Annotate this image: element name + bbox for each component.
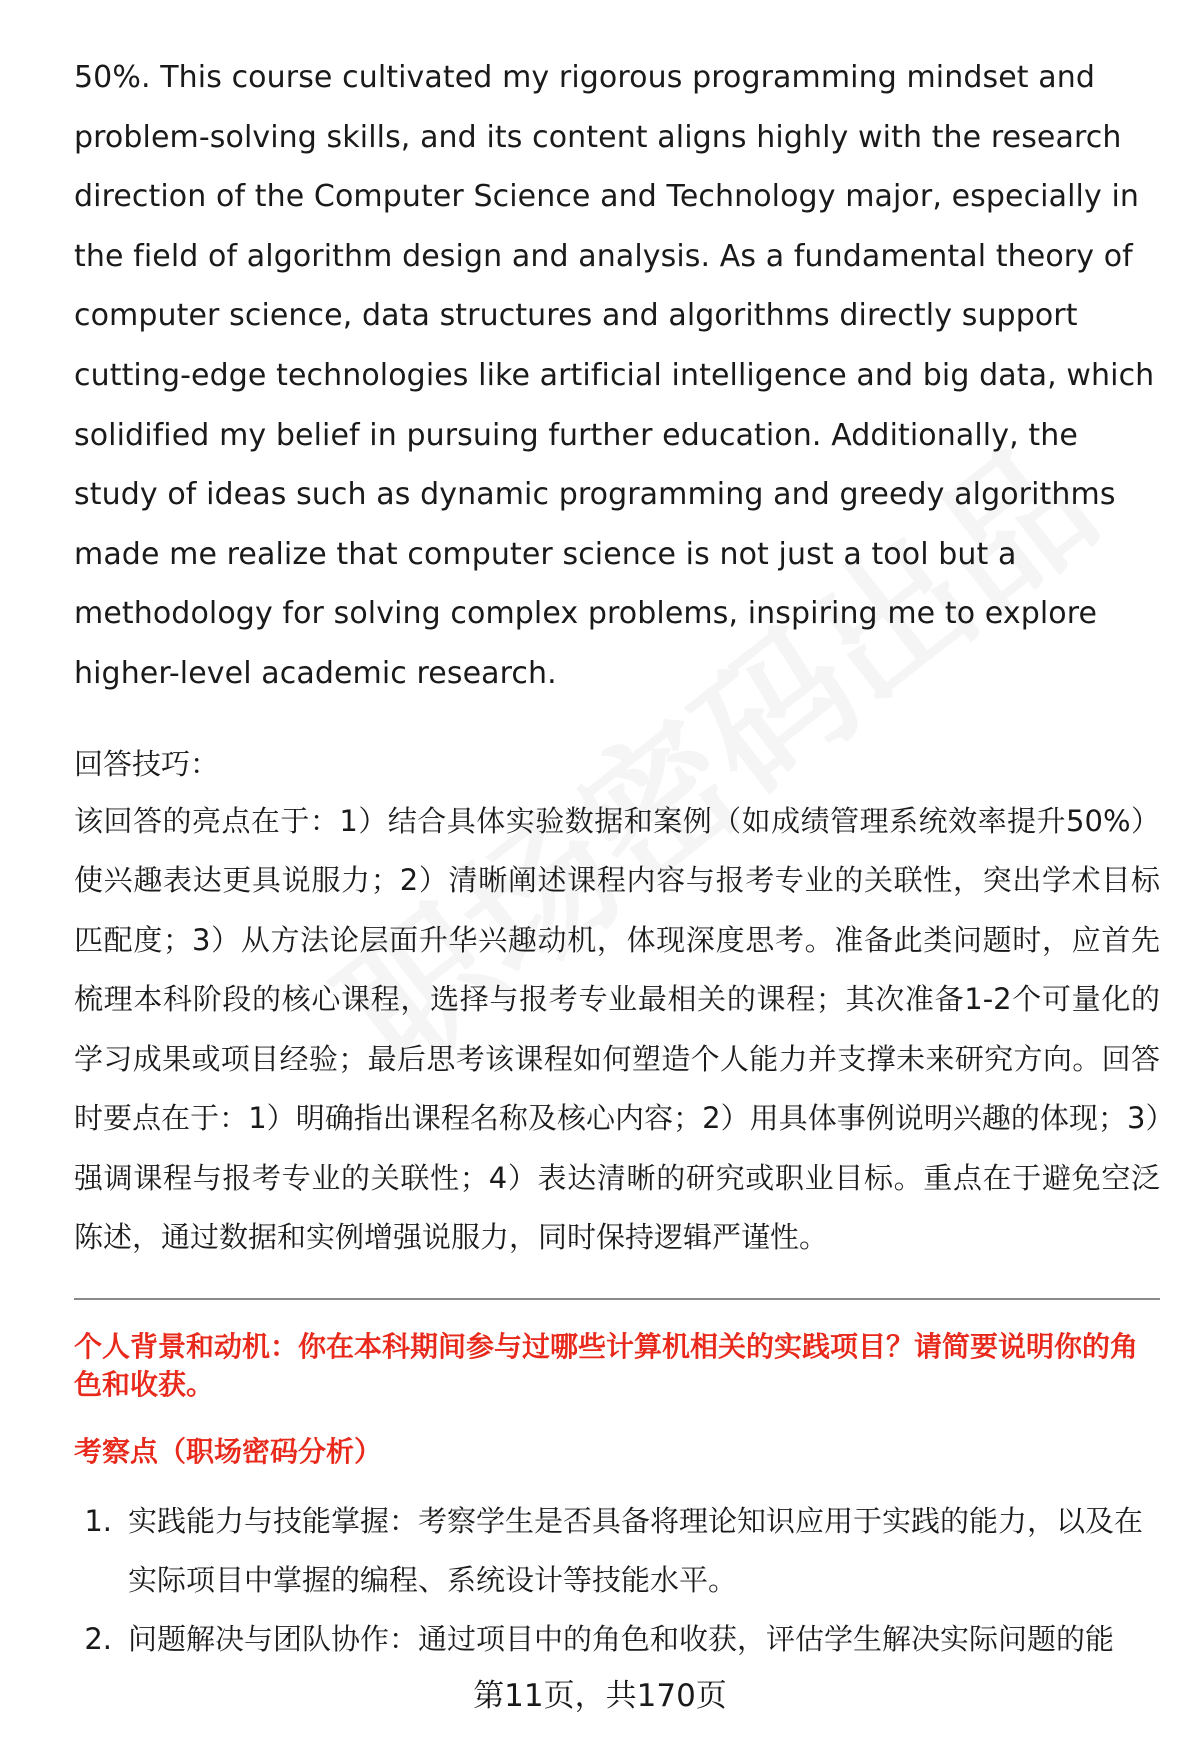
page-number: 第11页，共170页 — [473, 1678, 727, 1714]
list-item — [74, 1610, 1160, 1669]
document-page — [74, 48, 1160, 1669]
list-item — [74, 1492, 1160, 1610]
analysis-list — [74, 1492, 1160, 1669]
list-item-number: 2. — [84, 1621, 112, 1656]
list-item-text: 问题解决与团队协作：通过项目中的角色和收获，评估学生解决实际问题的能 — [128, 1621, 1115, 1656]
analysis-title: 考察点（职场密码分析） — [74, 1434, 383, 1468]
english-paragraph: 50%. This course cultivated my rigorous programming mindset and problem-solving skills, and its content aligns highly with the research direction of the Computer Science and Technology major, especially in the field of algorithm design and analysis. As a fundamental theory of computer science, data structures and algorithms directly support cutting-edge technologies like artificial intelligence and big data, which solidified my belief in pursuing further education. Additionally, the study of ideas such as dynamic programming and greedy algorithms made me realize that computer science is not just a tool but a methodology for solving complex problems, inspiring me to explore higher-level academic research. — [74, 60, 1155, 691]
list-item-number: 1. — [84, 1503, 112, 1538]
list-item-text: 实践能力与技能掌握：考察学生是否具备将理论知识应用于实践的能力，以及在实际项目中掌握的编程、系统设计等技能水平。 — [128, 1503, 1144, 1597]
section-divider — [74, 1298, 1160, 1300]
tips-title: 回答技巧： — [74, 746, 220, 781]
tips-paragraph: 该回答的亮点在于：1）结合具体实验数据和案例（如成绩管理系统效率提升50%）使兴趣表达更具说服力；2）清晰阐述课程内容与报考专业的关联性，突出学术目标匹配度；3）从方法论层面升华兴趣动机，体现深度思考。准备此类问题时，应首先梳理本科阶段的核心课程，选择与报考专业最相关的课程；其次准备1-2个可量化的学习成果或项目经验；最后思考该课程如何塑造个人能力并支撑未来研究方向。回答时要点在于：1）明确指出课程名称及核心内容；2）用具体事例说明兴趣的体现；3）强调课程与报考专业的关联性；4）表达清晰的研究或职业目标。重点在于避免空泛陈述，通过数据和实例增强说服力，同时保持逻辑严谨性。 — [74, 803, 1160, 1255]
question-heading: 个人背景和动机：你在本科期间参与过哪些计算机相关的实践项目？请简要说明你的角色和收获。 — [74, 1329, 1139, 1401]
